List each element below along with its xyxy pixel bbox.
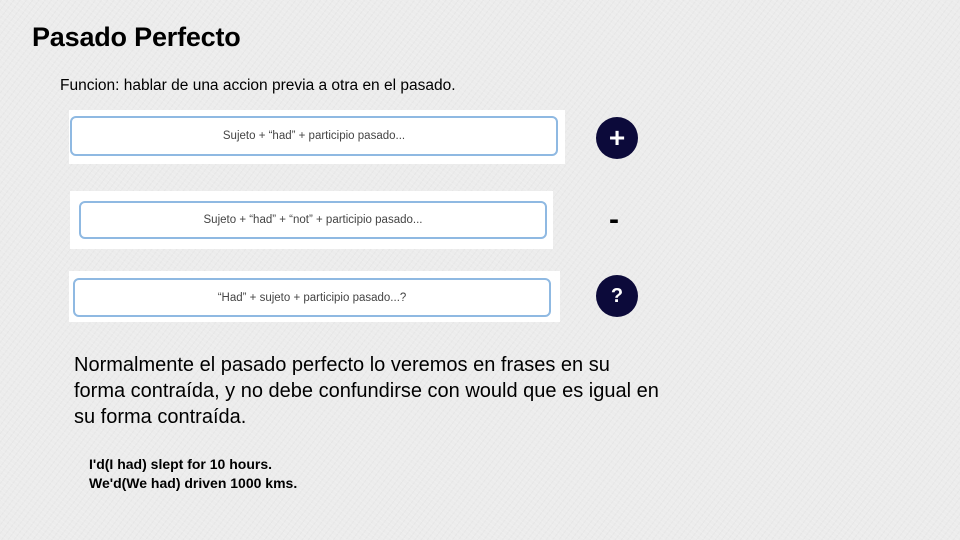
slide-title: Pasado Perfecto	[32, 22, 241, 52]
plus-icon: +	[596, 117, 638, 159]
affirmative-structure-card	[69, 110, 565, 164]
contraction-note: Normalmente el pasado perfecto lo veremos en frases en su forma contraída, y no debe confundirse con would que es igual en su forma contraída.	[74, 354, 659, 428]
affirmative-formula-box: Sujeto + “had” + participio pasado...	[70, 116, 558, 156]
negative-formula-box: Sujeto + “had” + “not” + participio pasado...	[79, 201, 547, 239]
function-description: Funcion: hablar de una accion previa a otra en el pasado.	[60, 77, 456, 94]
example-sentence: I'd(I had) slept for 10 hours.	[89, 456, 273, 472]
example-sentence: We'd(We had) driven 1000 kms.	[89, 475, 298, 491]
negative-structure-card	[70, 191, 553, 249]
interrogative-structure-card	[69, 271, 560, 322]
minus-icon: -	[609, 203, 619, 236]
interrogative-formula-box: “Had” + sujeto + participio pasado...?	[73, 278, 551, 317]
question-mark-icon: ?	[596, 275, 638, 317]
